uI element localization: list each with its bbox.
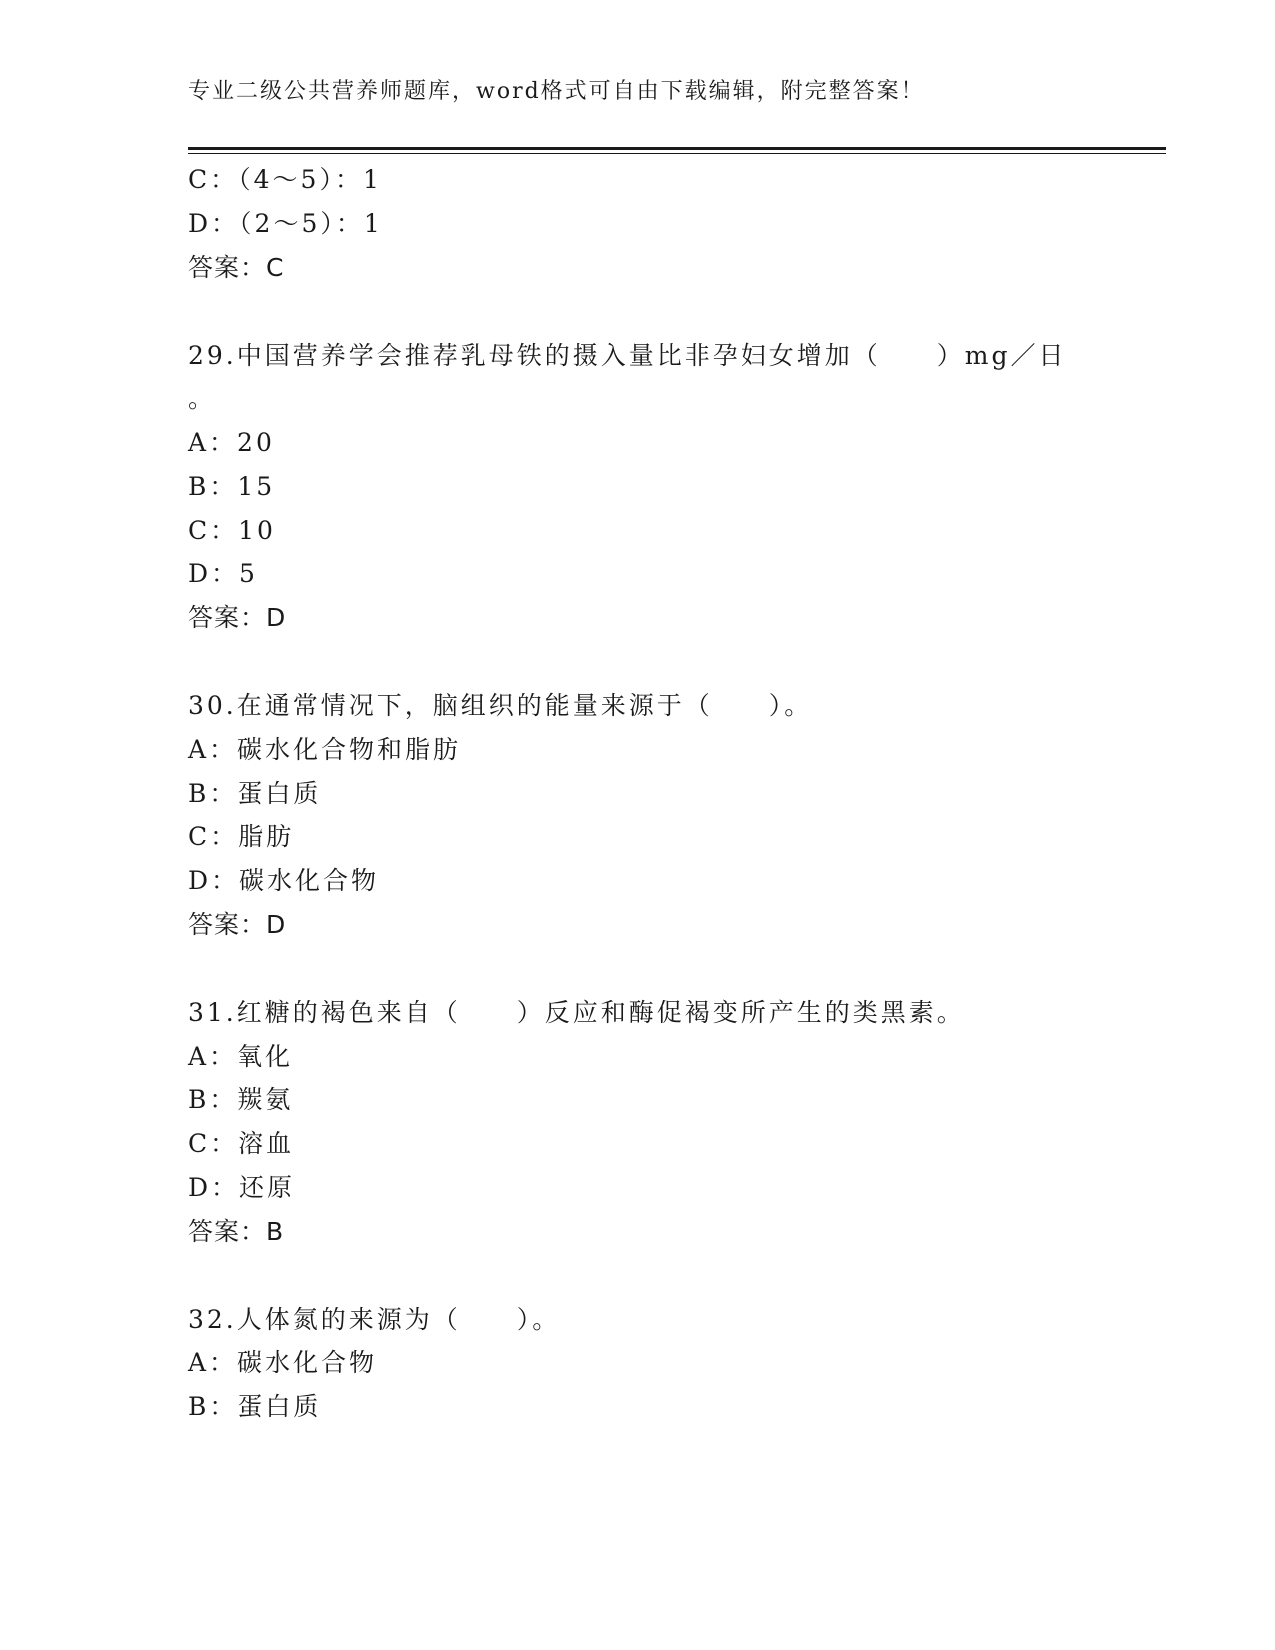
question-stem-continued: 。 bbox=[188, 384, 217, 413]
header-rule bbox=[188, 147, 1166, 150]
answer: 答案：D bbox=[188, 603, 287, 632]
option-a: A：氧化 bbox=[188, 1042, 294, 1071]
option-b: B：蛋白质 bbox=[188, 1392, 322, 1421]
option-d: D：碳水化合物 bbox=[188, 866, 380, 895]
question-stem: 31.红糖的褐色来自（ ）反应和酶促褐变所产生的类黑素。 bbox=[188, 998, 965, 1027]
option-b: B：羰氨 bbox=[188, 1085, 294, 1114]
option-c: C：溶血 bbox=[188, 1129, 295, 1158]
option-d: D：还原 bbox=[188, 1173, 296, 1202]
option-d: D：（2～5）：1 bbox=[188, 209, 383, 238]
option-d: D：5 bbox=[188, 559, 258, 588]
option-b: B：15 bbox=[188, 472, 276, 501]
option-c: C：10 bbox=[188, 516, 276, 545]
page-header: 专业二级公共营养师题库，word格式可自由下载编辑，附完整答案！ bbox=[188, 79, 925, 104]
option-b: B：蛋白质 bbox=[188, 779, 322, 808]
question-stem: 32.人体氮的来源为（ ）。 bbox=[188, 1305, 561, 1334]
option-c: C：脂肪 bbox=[188, 822, 295, 851]
question-stem: 29.中国营养学会推荐乳母铁的摄入量比非孕妇女增加（ ）mg／日 bbox=[188, 341, 1067, 370]
option-a: A：20 bbox=[188, 428, 275, 457]
option-a: A：碳水化合物和脂肪 bbox=[188, 735, 462, 764]
question-stem: 30.在通常情况下，脑组织的能量来源于（ ）。 bbox=[188, 691, 813, 720]
header-rule-thin bbox=[188, 153, 1166, 154]
option-a: A：碳水化合物 bbox=[188, 1348, 378, 1377]
answer: 答案：D bbox=[188, 910, 287, 939]
answer: 答案：C bbox=[188, 253, 285, 282]
answer: 答案：B bbox=[188, 1217, 285, 1246]
option-c: C：（4～5）：1 bbox=[188, 165, 382, 194]
